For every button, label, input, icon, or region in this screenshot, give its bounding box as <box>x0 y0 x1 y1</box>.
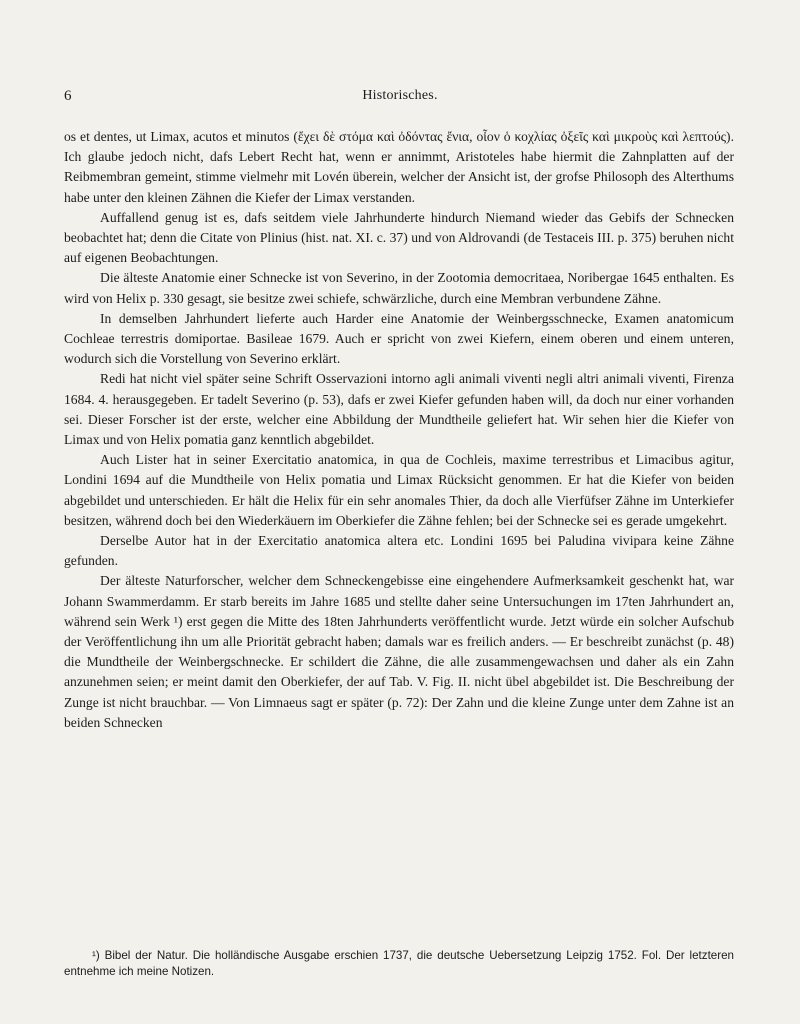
paragraph: Auffallend genug ist es, dafs seitdem viele Jahrhunderte hindurch Niemand wieder das Gebifs der Schnecken beobachtet hat; denn die Citate von Plinius (hist. nat. XI. c. 37) und von Aldrovandi (de Testaceis III. p. 375) beruhen nicht auf eigenen Beobachtungen. <box>64 209 734 266</box>
running-title: Historisches. <box>362 88 438 103</box>
paragraph: Derselbe Autor hat in der Exercitatio anatomica altera etc. Londini 1695 bei Paludina vivipara keine Zähne gefunden. <box>64 533 734 569</box>
footnotes <box>64 948 734 980</box>
page-number: 6 <box>64 88 72 104</box>
paragraph: Auch Lister hat in seiner Exercitatio anatomica, in qua de Cochleis, maxime terrestribus et Limacibus agitur, Londini 1694 auf die Mundtheile von Helix pomatia und Limax Rücksicht genommen. Er hat die Kiefer von beiden abgebildet und unterschieden. Er hält die Helix für ein sehr anomales Thier, da doch alle Vierfüfser Zähne im Unterkiefer besitzen, während doch bei den Wiederkäuern im Oberkiefer die Zähne fehlen; bei der Schnecke sei es gerade umgekehrt. <box>64 452 734 528</box>
footnote: ¹) Bibel der Natur. Die holländische Ausgabe erschien 1737, die deutsche Uebersetzung Leipzig 1752. Fol. Der letzteren entnehme ich meine Notizen. <box>64 949 734 978</box>
paragraph: os et dentes, ut Limax, acutos et minutos (ἔχει δὲ στόμα καὶ ὀδόντας ἔνια, οἷον ὁ κοχλίας ὀξεῖς καὶ μικροὺς καὶ λεπτούς). Ich glaube jedoch nicht, dafs Lebert Recht hat, wenn er annimmt, Aristoteles habe hiermit die Zahnplatten auf der Reibmembran gemeint, stimme vielmehr mit Lovén überein, welcher der Ansicht ist, der grofse Philosoph des Alterthums habe unter den kleinen Zähnen die Kiefer der Limax verstanden. <box>64 129 734 205</box>
body-text <box>64 127 734 733</box>
paragraph: Der älteste Naturforscher, welcher dem Schneckengebisse eine eingehendere Aufmerksamkeit geschenkt hat, war Johann Swammerdamm. Er starb bereits im Jahre 1685 und stellte daher seine Untersuchungen im 17ten Jahrhundert an, während sein Werk ¹) erst gegen die Mitte des 18ten Jahrhunderts veröffentlicht wurde. Jetzt würde ein solcher Aufschub der Veröffentlichung ihn um alle Priorität gebracht haben; damals war es freilich anders. — Er beschreibt zunächst (p. 48) die Mundtheile der Weinbergschnecke. Er schildert die Zähne, die alle zusammengewachsen und daher als ein Zahn anzunehmen seien; er meint damit den Oberkiefer, der auf Tab. V. Fig. II. nicht übel abgebildet ist. Die Beschreibung der Zunge ist nicht brauchbar. — Von Limnaeus sagt er später (p. 72): Der Zahn und die kleine Zunge unter dem Zahne ist an beiden Schnecken <box>64 573 734 730</box>
paragraph: In demselben Jahrhundert lieferte auch Harder eine Anatomie der Weinbergsschnecke, Examen anatomicum Cochleae terrestris domiportae. Basileae 1679. Auch er spricht von zwei Kiefern, einem oberen und einem unteren, wodurch sich die Vorstellung von Severino erklärt. <box>64 310 734 367</box>
page-header <box>64 88 736 108</box>
paragraph: Redi hat nicht viel später seine Schrift Osservazioni intorno agli animali viventi negli altri animali viventi, Firenza 1684. 4. herausgegeben. Er tadelt Severino (p. 53), dafs er zwei Kiefer gefunden haben will, da doch nur einer vorhanden sei. Dieser Forscher ist der erste, welcher eine Abbildung der Mundtheile geliefert hat. Wir sehen hier die Kiefer von Limax und von Helix pomatia ganz kenntlich abgebildet. <box>64 371 734 448</box>
paragraph: Die älteste Anatomie einer Schnecke ist von Severino, in der Zootomia democritaea, Noribergae 1645 enthalten. Es wird von Helix p. 330 gesagt, sie besitze zwei schiefe, schwärzliche, durch eine Membran verbundene Zähne. <box>64 270 734 306</box>
